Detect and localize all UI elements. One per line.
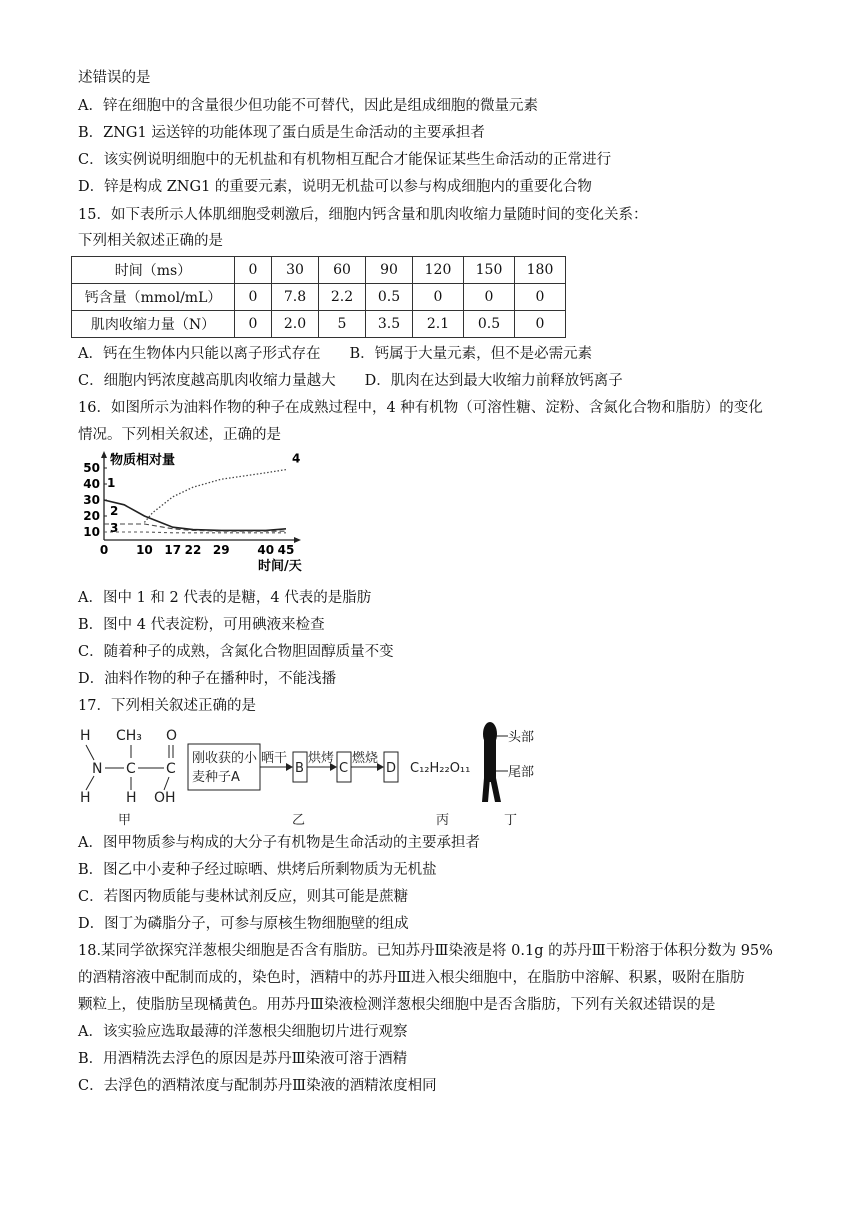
amino-acid-structure bbox=[80, 728, 177, 828]
question-18-cont: 颗粒上，使脂肪呈现橘黄色。用苏丹Ⅲ染液检测洋葱根尖细胞中是否含脂肪，下列有关叙述错误的是 bbox=[78, 997, 716, 1013]
question-16-stem: 情况。下列相关叙述，正确的是 bbox=[78, 427, 281, 443]
table-cell: 60 bbox=[319, 257, 366, 284]
series-line-3 bbox=[104, 532, 286, 533]
atom-h: H bbox=[80, 728, 91, 744]
table-cell: 2.2 bbox=[319, 284, 366, 311]
series-label-3: 3 bbox=[110, 521, 119, 535]
atom-o: O bbox=[166, 728, 178, 744]
table-cell: 150 bbox=[464, 257, 515, 284]
question-15-stem: 下列相关叙述正确的是 bbox=[78, 233, 223, 249]
table-row bbox=[72, 284, 566, 311]
option-16b: B．图中 4 代表淀粉，可用碘液来检查 bbox=[78, 617, 325, 633]
table-cell: 2.1 bbox=[413, 311, 464, 338]
table-cell: 5 bbox=[319, 311, 366, 338]
label-head: 头部 bbox=[508, 730, 535, 745]
series-line-4 bbox=[144, 470, 286, 523]
formula-group bbox=[410, 761, 470, 828]
table-cell: 时间（ms） bbox=[72, 257, 235, 284]
option-16c: C．随着种子的成熟，含氮化合物胆固醇质量不变 bbox=[78, 644, 394, 660]
option-15cd: C．细胞内钙浓度越高肌肉收缩力量越大 D．肌肉在达到最大收缩力前释放钙离子 bbox=[78, 373, 623, 389]
question-18: 18.某同学欲探究洋葱根尖细胞是否含有脂肪。已知苏丹Ⅲ染液是将 0.1g 的苏丹Ⅲ干粉溶于体积分数为 95% bbox=[78, 943, 773, 959]
flow-box-text: 刚收获的小 bbox=[192, 751, 258, 766]
table-cell: 0 bbox=[413, 284, 464, 311]
option-14a: A．锌在细胞中的含量很少但功能不可替代，因此是组成细胞的微量元素 bbox=[78, 98, 538, 114]
atom-n: N bbox=[92, 761, 103, 777]
figure-label: 丁 bbox=[504, 813, 518, 828]
arrow-head bbox=[377, 763, 384, 771]
figure-label: 乙 bbox=[292, 813, 306, 828]
option-14c: C．该实例说明细胞中的无机盐和有机物相互配合才能保证某些生命活动的正常进行 bbox=[78, 152, 612, 168]
series-label-1: 1 bbox=[107, 476, 116, 490]
y-tick-label: 30 bbox=[83, 493, 100, 507]
group-ch3: CH₃ bbox=[116, 728, 142, 744]
table-row bbox=[72, 311, 566, 338]
table-cell: 120 bbox=[413, 257, 464, 284]
table-cell: 2.0 bbox=[272, 311, 319, 338]
figure-label: 丙 bbox=[436, 813, 450, 828]
process-flow bbox=[188, 744, 398, 828]
flow-step: 烘烤 bbox=[308, 751, 335, 766]
chemical-formula: C₁₂H₂₂O₁₁ bbox=[410, 761, 471, 776]
flow-box-text: 麦种子A bbox=[192, 770, 240, 785]
table-cell: 0 bbox=[235, 284, 272, 311]
option-17b: B．图乙中小麦种子经过晾晒、烘烤后所剩物质为无机盐 bbox=[78, 862, 437, 878]
flow-box-text: B bbox=[295, 761, 304, 776]
body-shape bbox=[484, 740, 496, 782]
tail-shape bbox=[482, 778, 490, 802]
table-cell: 180 bbox=[515, 257, 566, 284]
flow-box-text: D bbox=[386, 761, 397, 776]
option-16a: A．图中 1 和 2 代表的是糖，4 代表的是脂肪 bbox=[78, 590, 372, 606]
x-axis-label: 时间/天 bbox=[258, 559, 302, 574]
bond bbox=[164, 777, 169, 790]
bond bbox=[86, 745, 94, 760]
phospholipid-figure bbox=[482, 722, 534, 828]
arrow-head bbox=[286, 763, 293, 771]
x-tick-label: 29 bbox=[212, 543, 230, 557]
table-cell: 30 bbox=[272, 257, 319, 284]
tail-shape bbox=[490, 778, 501, 802]
table-cell: 0 bbox=[235, 257, 272, 284]
flow-step: 晒干 bbox=[261, 751, 288, 766]
series-label-2: 2 bbox=[110, 504, 119, 518]
table-cell: 0 bbox=[464, 284, 515, 311]
bond bbox=[86, 776, 94, 790]
question-15: 15．如下表所示人体肌细胞受刺激后，细胞内钙含量和肌肉收缩力量随时间的变化关系： bbox=[78, 207, 648, 223]
question-17: 17．下列相关叙述正确的是 bbox=[78, 698, 256, 714]
flow-step: 燃烧 bbox=[352, 751, 379, 766]
atom-c: C bbox=[166, 761, 176, 777]
table-cell: 肌肉收缩力量（N） bbox=[72, 311, 235, 338]
data-table bbox=[71, 256, 566, 338]
question-18-cont: 的酒精溶液中配制而成的，染色时，酒精中的苏丹Ⅲ进入根尖细胞中，在脂肪中溶解、积累，吸附在脂肪 bbox=[78, 970, 745, 986]
x-tick-label: 22 bbox=[184, 543, 202, 557]
x-tick-label: 45 bbox=[277, 543, 295, 557]
flow-box-text: C bbox=[339, 761, 349, 776]
x-tick-label: 17 bbox=[164, 543, 182, 557]
question-16: 16．如图所示为油料作物的种子在成熟过程中，4 种有机物（可溶性糖、淀粉、含氮化合物和脂肪）的变化 bbox=[78, 400, 763, 416]
option-18a: A．该实验应选取最薄的洋葱根尖细胞切片进行观察 bbox=[78, 1024, 408, 1040]
table-cell: 0 bbox=[515, 311, 566, 338]
y-axis-label: 物质相对量 bbox=[110, 453, 176, 468]
atom-c: C bbox=[126, 761, 136, 777]
atom-h: H bbox=[126, 790, 137, 806]
option-17c: C．若图丙物质能与斐林试剂反应，则其可能是蔗糖 bbox=[78, 889, 409, 905]
table-cell: 7.8 bbox=[272, 284, 319, 311]
option-14b: B．ZNG1 运送锌的功能体现了蛋白质是生命活动的主要承担者 bbox=[78, 125, 485, 141]
y-tick-label: 10 bbox=[83, 525, 100, 539]
x-tick-label: 10 bbox=[136, 543, 153, 557]
table-cell: 0 bbox=[515, 284, 566, 311]
table-cell: 0.5 bbox=[366, 284, 413, 311]
series-line-1 bbox=[104, 500, 286, 530]
figure-label: 甲 bbox=[118, 813, 132, 828]
option-18b: B．用酒精洗去浮色的原因是苏丹Ⅲ染液可溶于酒精 bbox=[78, 1051, 408, 1067]
y-tick-label: 50 bbox=[83, 461, 100, 475]
series-label-4: 4 bbox=[292, 451, 301, 466]
text-line: 述错误的是 bbox=[78, 70, 151, 86]
group-oh: OH bbox=[154, 790, 176, 806]
atom-h: H bbox=[80, 790, 91, 806]
y-axis-arrow bbox=[101, 451, 107, 458]
table-cell: 钙含量（mmol/mL） bbox=[72, 284, 235, 311]
option-14d: D．锌是构成 ZNG1 的重要元素，说明无机盐可以参与构成细胞内的重要化合物 bbox=[78, 179, 592, 195]
figure-17 bbox=[74, 718, 554, 830]
x-tick-label: 0 bbox=[99, 543, 109, 557]
table-cell: 0 bbox=[235, 311, 272, 338]
option-17a: A．图甲物质参与构成的大分子有机物是生命活动的主要承担者 bbox=[78, 835, 480, 851]
y-tick-label: 20 bbox=[83, 509, 100, 523]
x-axis-arrow bbox=[294, 537, 301, 543]
option-17d: D．图丁为磷脂分子，可参与原核生物细胞壁的组成 bbox=[78, 916, 409, 932]
line-chart bbox=[74, 446, 304, 580]
option-18c: C．去浮色的酒精浓度与配制苏丹Ⅲ染液的酒精浓度相同 bbox=[78, 1078, 437, 1094]
x-tick-label: 40 bbox=[257, 543, 275, 557]
option-16d: D．油料作物的种子在播种时，不能浅播 bbox=[78, 671, 337, 687]
table-cell: 3.5 bbox=[366, 311, 413, 338]
label-tail: 尾部 bbox=[508, 765, 535, 780]
table-cell: 0.5 bbox=[464, 311, 515, 338]
table-row bbox=[72, 257, 566, 284]
table-cell: 90 bbox=[366, 257, 413, 284]
y-tick-label: 40 bbox=[83, 477, 100, 491]
option-15ab: A．钙在生物体内只能以离子形式存在 B．钙属于大量元素，但不是必需元素 bbox=[78, 346, 593, 362]
